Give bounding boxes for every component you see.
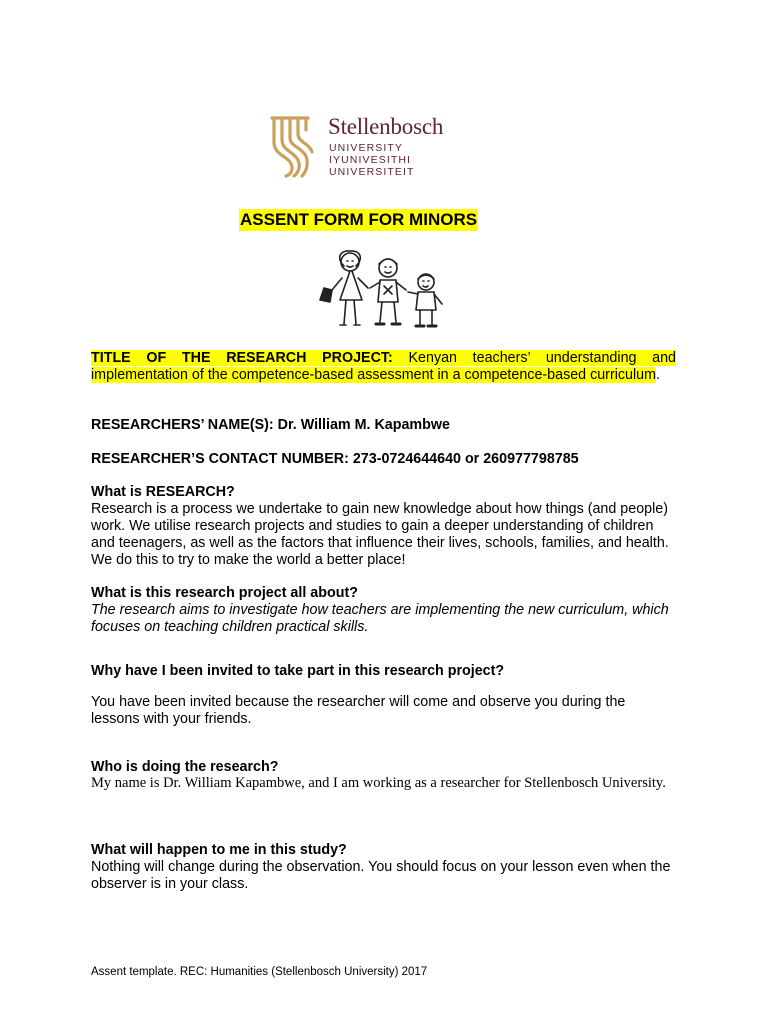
children-illustration [314, 248, 450, 332]
university-name: Stellenbosch [328, 114, 444, 139]
body-who-research: My name is Dr. William Kapambwe, and I am working as a researcher for Stellenbosch University. [91, 775, 666, 791]
body-what-is-research: Research is a process we undertake to gain new knowledge about how things (and people) work. We utilise research projects and studies to gain a deeper understanding of children and teenagers, as well as the factors that influence their lives, schools, families, and health. We do this to try to make the world a better place! [91, 501, 669, 568]
heading-what-is-research: What is RESEARCH? [91, 484, 235, 500]
research-title-text: Kenyan teachers’ understanding and implementation of the competence-based assessment in a competence-based curriculum [91, 350, 677, 383]
children-drawing-icon [314, 248, 450, 332]
research-title-label: TITLE OF THE RESEARCH PROJECT: [91, 350, 393, 366]
university-line-3: UNIVERSITEIT [329, 166, 415, 178]
page-footer: Assent template. REC: Humanities (Stellenbosch University) 2017 [91, 966, 428, 978]
university-line-2: IYUNIVESITHI [329, 154, 412, 166]
researcher-contact: RESEARCHER’S CONTACT NUMBER: 273-0724644640 or 260977798785 [91, 451, 579, 467]
researchers-name: RESEARCHERS’ NAME(S): Dr. William M. Kapambwe [91, 417, 450, 433]
heading-who-research: Who is doing the research? [91, 759, 279, 775]
heading-what-happen: What will happen to me in this study? [91, 842, 347, 858]
university-logo [268, 112, 468, 184]
body-project-about: The research aims to investigate how teachers are implementing the new curriculum, which focuses on teaching children practical skills. [91, 602, 669, 635]
body-what-happen: Nothing will change during the observation. You should focus on your lesson even when the observer is in your class. [91, 859, 671, 892]
form-title: ASSENT FORM FOR MINORS [240, 210, 478, 229]
heading-why-invited: Why have I been invited to take part in this research project? [91, 663, 505, 679]
university-emblem-icon [268, 112, 318, 180]
body-why-invited: You have been invited because the researcher will come and observe you during the lessons with your friends. [91, 694, 626, 727]
university-line-1: UNIVERSITY [329, 142, 404, 154]
research-title-end: . [656, 367, 661, 383]
research-project-title [91, 350, 676, 384]
heading-project-about: What is this research project all about? [91, 585, 358, 601]
